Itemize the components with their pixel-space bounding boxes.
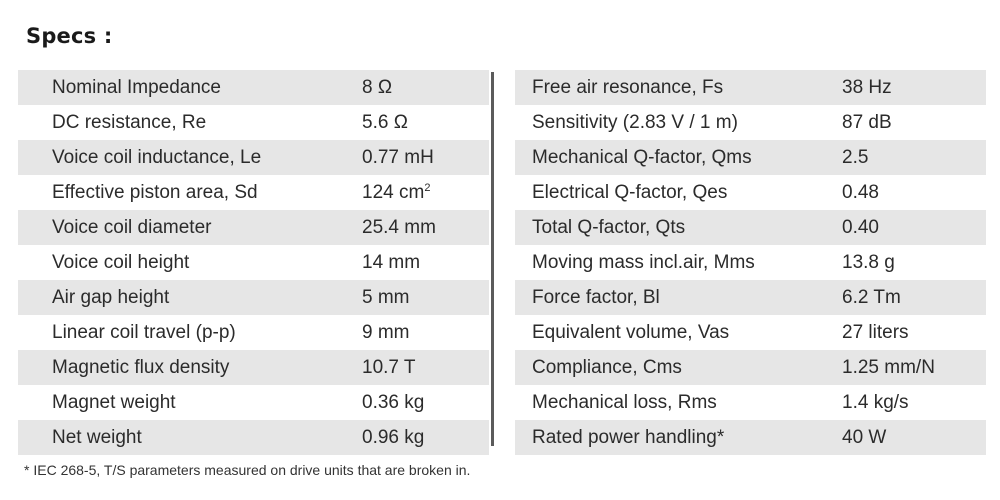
spec-row: [515, 245, 986, 280]
spec-label: Effective piston area, Sd: [52, 182, 258, 203]
spec-row: [18, 245, 489, 280]
spec-row: [515, 350, 986, 385]
spec-value: 38 Hz: [842, 77, 892, 98]
spec-value: 0.96 kg: [362, 427, 425, 448]
spec-value-text: 124 cm: [362, 182, 425, 203]
spec-label: Free air resonance, Fs: [532, 77, 724, 98]
spec-value-superscript: 2: [424, 182, 431, 194]
footnote: * IEC 268-5, T/S parameters measured on drive units that are broken in.: [24, 462, 471, 478]
spec-row: [515, 385, 986, 420]
spec-value: 40 W: [842, 427, 887, 448]
spec-value: 8 Ω: [362, 77, 393, 98]
spec-value: 9 mm: [362, 322, 410, 343]
spec-label: Electrical Q-factor, Qes: [532, 182, 728, 203]
spec-value: 5 mm: [362, 287, 410, 308]
spec-value: 0.40: [842, 217, 879, 238]
spec-value: 1.25 mm/N: [842, 357, 935, 378]
specs-column-right: [515, 70, 986, 448]
spec-value: 5.6 Ω: [362, 112, 408, 133]
spec-label: Total Q-factor, Qts: [532, 217, 686, 238]
page-title: Specs :: [26, 24, 113, 48]
spec-row: [515, 175, 986, 210]
spec-row: [515, 280, 986, 315]
spec-label: Magnet weight: [52, 392, 176, 413]
spec-value: 87 dB: [842, 112, 892, 133]
spec-value: 0.36 kg: [362, 392, 425, 413]
specs-table: [18, 70, 986, 448]
spec-label: Linear coil travel (p-p): [52, 322, 236, 343]
spec-row: [18, 140, 489, 175]
spec-label: Air gap height: [52, 287, 170, 308]
spec-label: Nominal Impedance: [52, 77, 221, 98]
spec-value: 27 liters: [842, 322, 909, 343]
spec-value: 6.2 Tm: [842, 287, 901, 308]
spec-value: 13.8 g: [842, 252, 895, 273]
spec-row: [18, 210, 489, 245]
specs-column-left: [18, 70, 489, 448]
spec-label: Rated power handling*: [532, 427, 725, 448]
spec-row: [18, 315, 489, 350]
spec-row: [515, 210, 986, 245]
spec-value: 14 mm: [362, 252, 421, 273]
spec-label: Compliance, Cms: [532, 357, 682, 378]
spec-label: Net weight: [52, 427, 142, 448]
spec-row: [18, 420, 489, 455]
spec-row: [18, 280, 489, 315]
spec-label: DC resistance, Re: [52, 112, 207, 133]
spec-value: 2.5: [842, 147, 869, 168]
spec-label: Voice coil inductance, Le: [52, 147, 262, 168]
spec-label: Moving mass incl.air, Mms: [532, 252, 755, 273]
spec-row: [515, 315, 986, 350]
spec-value: [362, 175, 430, 210]
spec-row: [18, 105, 489, 140]
spec-row: [515, 420, 986, 455]
spec-row: [18, 70, 489, 105]
spec-label: Sensitivity (2.83 V / 1 m): [532, 112, 738, 133]
spec-row: [515, 140, 986, 175]
spec-row: [515, 105, 986, 140]
spec-value: 1.4 kg/s: [842, 392, 909, 413]
spec-value: 25.4 mm: [362, 217, 436, 238]
spec-label: Equivalent volume, Vas: [532, 322, 730, 343]
spec-label: Mechanical Q-factor, Qms: [532, 147, 752, 168]
column-divider: [491, 72, 494, 446]
spec-row: [18, 350, 489, 385]
spec-label: Force factor, Bl: [532, 287, 660, 308]
spec-row: [18, 385, 489, 420]
spec-value: 10.7 T: [362, 357, 416, 378]
spec-row: [18, 175, 489, 210]
spec-label: Voice coil height: [52, 252, 190, 273]
spec-value: 0.77 mH: [362, 147, 434, 168]
spec-label: Voice coil diameter: [52, 217, 212, 238]
spec-value: 0.48: [842, 182, 879, 203]
spec-label: Magnetic flux density: [52, 357, 230, 378]
spec-row: [515, 70, 986, 105]
spec-label: Mechanical loss, Rms: [532, 392, 717, 413]
